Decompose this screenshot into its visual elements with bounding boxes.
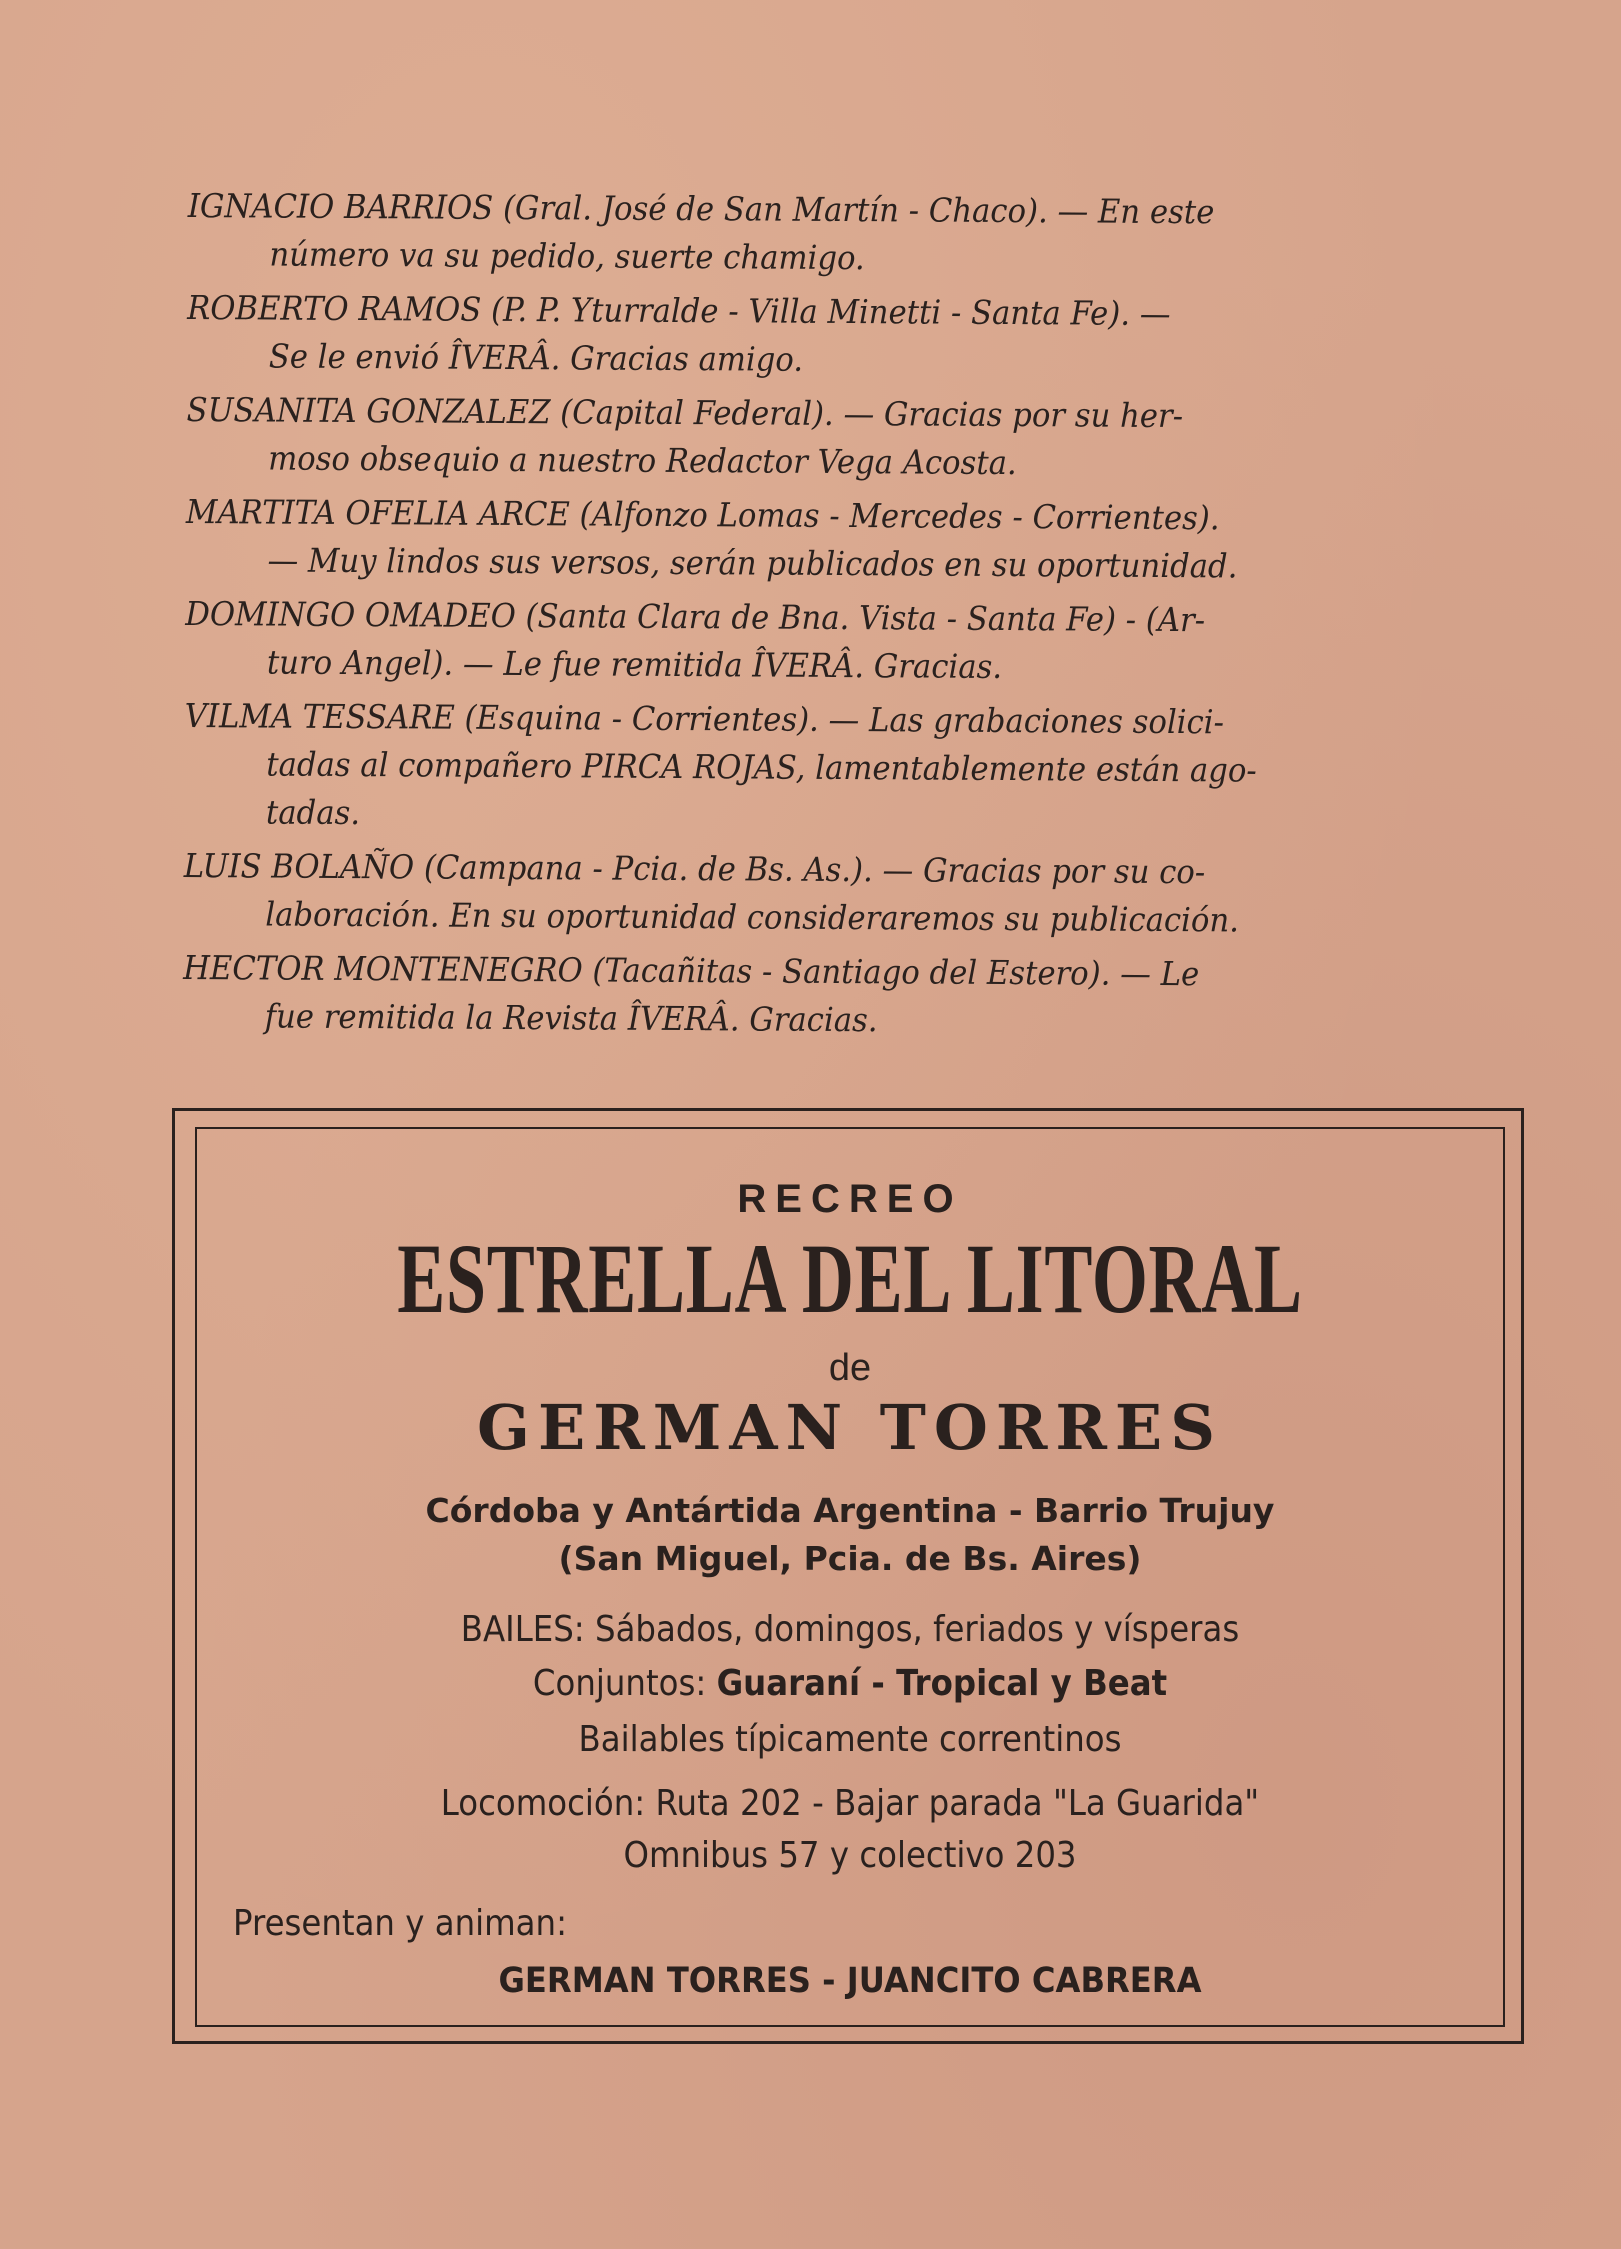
letters-to-readers bbox=[183, 182, 1528, 1054]
letter-entry bbox=[187, 284, 1528, 388]
letter-line: MARTITA OFELIA ARCE (Alfonzo Lomas - Mercedes - Corrientes). bbox=[185, 491, 1220, 538]
advertisement-box bbox=[172, 1108, 1524, 2044]
letter-line: VILMA TESSARE (Esquina - Corrientes). — Las grabaciones solici- bbox=[184, 695, 1225, 742]
letter-line: — Muy lindos sus versos, serán publicados en su oportunidad. bbox=[267, 540, 1238, 586]
letter-line: LUIS BOLAÑO (Campana - Pcia. de Bs. As.). — Gracias por su co- bbox=[183, 845, 1206, 892]
letter-line: número va su pedido, suerte chamigo. bbox=[269, 234, 865, 278]
ad-bailes: BAILES: Sábados, domingos, feriados y vísperas bbox=[460, 1609, 1240, 1650]
ad-address-city: (San Miguel, Pcia. de Bs. Aires) bbox=[558, 1539, 1142, 1578]
ad-conjuntos-label: Conjuntos: bbox=[532, 1663, 717, 1704]
ad-address: Córdoba y Antártida Argentina - Barrio Trujuy bbox=[425, 1491, 1275, 1530]
letter-entry bbox=[185, 590, 1526, 694]
letter-entry bbox=[186, 386, 1527, 490]
letter-line: tadas al compañero PIRCA ROJAS, lamentablemente están ago- bbox=[266, 744, 1257, 790]
letter-line: fue remitida la Revista ÎVERÂ. Gracias. bbox=[264, 996, 878, 1040]
letter-line: laboración. En su oportunidad consideraremos su publicación. bbox=[265, 894, 1240, 940]
ad-bailables: Bailables típicamente correntinos bbox=[578, 1719, 1122, 1760]
letter-entry bbox=[187, 182, 1528, 286]
ad-presentan: Presentan y animan: bbox=[233, 1903, 567, 1944]
ad-omnibus: Omnibus 57 y colectivo 203 bbox=[623, 1835, 1077, 1876]
ad-conjuntos-value: Guaraní - Tropical y Beat bbox=[716, 1663, 1168, 1704]
advertisement-inner-border bbox=[195, 1127, 1505, 2027]
ad-conjuntos bbox=[262, 1663, 1437, 1704]
letter-line: HECTOR MONTENEGRO (Tacañitas - Santiago del Estero). — Le bbox=[183, 947, 1200, 994]
ad-owner: GERMAN TORRES bbox=[477, 1391, 1223, 1464]
letter-line: DOMINGO OMADEO (Santa Clara de Bna. Vista - Santa Fe) - (Ar- bbox=[185, 593, 1206, 640]
letter-line: ROBERTO RAMOS (P. P. Yturralde - Villa Minetti - Santa Fe). — bbox=[187, 287, 1171, 334]
ad-recreo: RECREO bbox=[737, 1177, 963, 1221]
letter-line: SUSANITA GONZALEZ (Capital Federal). — Gracias por su her- bbox=[186, 389, 1184, 436]
letter-entry bbox=[183, 944, 1524, 1048]
ad-venue-name: ESTRELLA DEL LITORAL bbox=[397, 1223, 1303, 1334]
ad-hosts: GERMAN TORRES - JUANCITO CABRERA bbox=[498, 1961, 1202, 2001]
letter-entry bbox=[186, 488, 1527, 592]
ad-de: de bbox=[828, 1347, 872, 1389]
letter-entry bbox=[184, 692, 1525, 844]
letter-entry bbox=[183, 842, 1524, 946]
letter-line: tadas. bbox=[265, 792, 361, 833]
letter-line: moso obsequio a nuestro Redactor Vega Acosta. bbox=[268, 438, 1017, 483]
ad-locomocion: Locomoción: Ruta 202 - Bajar parada "La Guarida" bbox=[440, 1783, 1260, 1824]
letter-line: IGNACIO BARRIOS (Gral. José de San Martín - Chaco). — En este bbox=[187, 185, 1215, 232]
letter-line: turo Angel). — Le fue remitida ÎVERÂ. Gracias. bbox=[266, 642, 1003, 686]
letter-line: Se le envió ÎVERÂ. Gracias amigo. bbox=[268, 336, 804, 379]
